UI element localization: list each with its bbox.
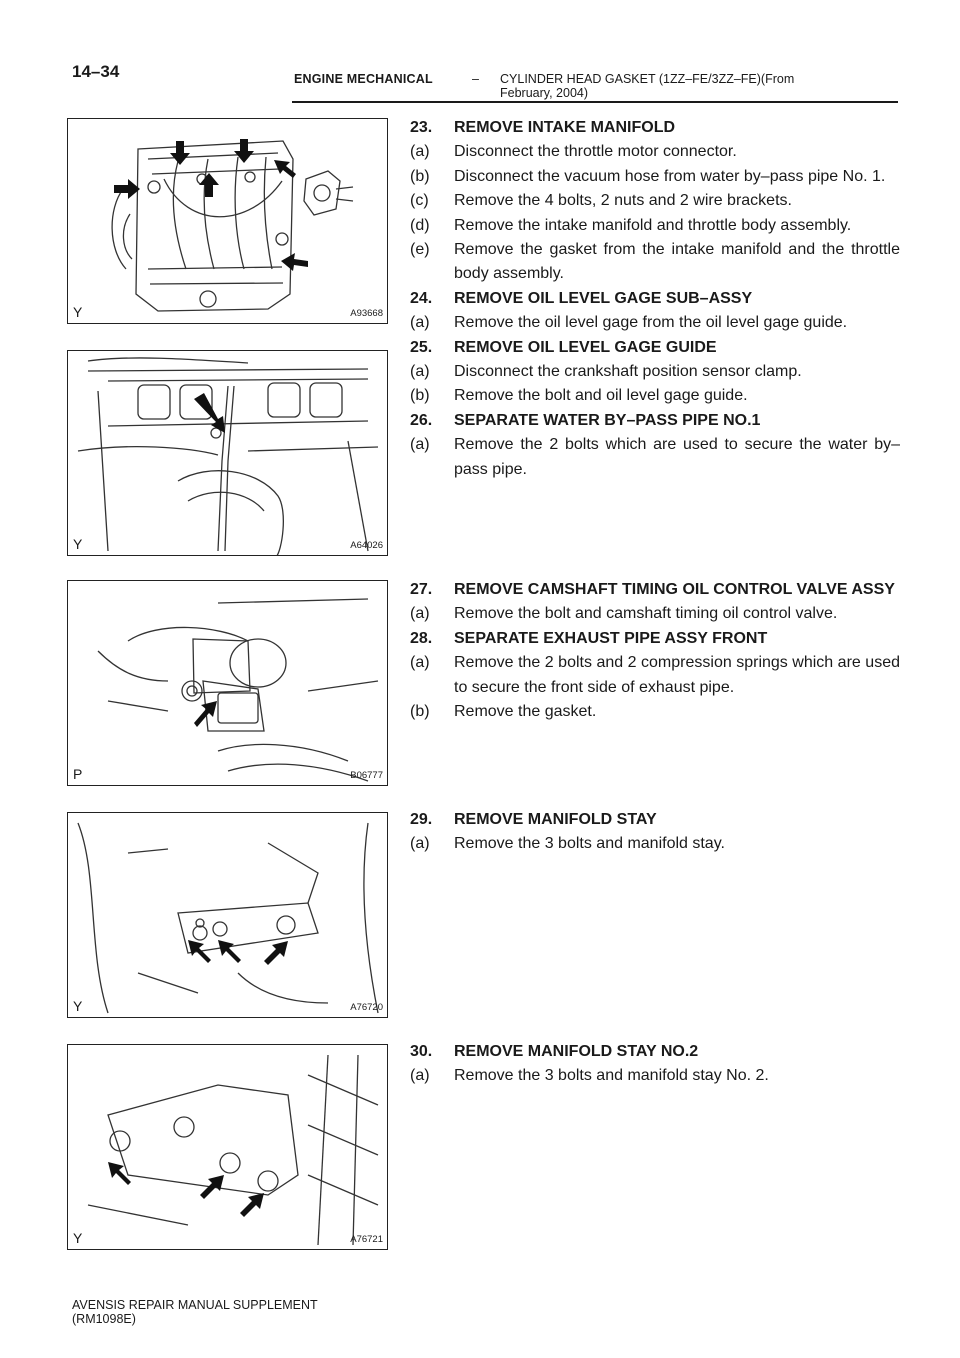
steps-group-27-28 xyxy=(410,578,900,724)
sub-step-text: Remove the intake manifold and throttle body assembly. xyxy=(454,216,852,234)
sub-step xyxy=(410,651,900,700)
figure-manifold-stay xyxy=(67,812,388,1018)
sub-step-letter: (a) xyxy=(410,835,430,853)
sub-step xyxy=(410,214,900,238)
sub-step xyxy=(410,165,900,189)
oil-control-valve-illustration xyxy=(68,581,388,786)
sub-step xyxy=(410,384,900,408)
sub-step-letter: (b) xyxy=(410,387,430,405)
step-title xyxy=(410,627,900,651)
sub-step-text: Remove the 2 bolts which are used to secure the water by–pass pipe. xyxy=(454,436,900,478)
sub-step-letter: (a) xyxy=(410,654,430,672)
header-rule xyxy=(292,101,898,103)
sub-step-text: Disconnect the vacuum hose from water by–pass pipe No. 1. xyxy=(454,167,886,185)
sub-step xyxy=(410,238,900,287)
figure-code: B06777 xyxy=(350,770,383,781)
figure-intake-manifold xyxy=(67,118,388,324)
step-text: REMOVE MANIFOLD STAY xyxy=(454,811,657,828)
figure-code: A64026 xyxy=(350,540,383,551)
step-number: 30. xyxy=(410,1043,433,1060)
sub-step-letter: (c) xyxy=(410,192,429,210)
section-title-line-1: CYLINDER HEAD GASKET (1ZZ–FE/3ZZ–FE)(From xyxy=(500,72,795,86)
sub-step-text: Disconnect the throttle motor connector. xyxy=(454,143,737,161)
steps-group-29 xyxy=(410,808,900,857)
sub-step-text: Remove the bolt and oil level gage guide. xyxy=(454,387,748,405)
sub-step-text: Remove the bolt and camshaft timing oil control valve. xyxy=(454,605,838,623)
sub-step xyxy=(410,1064,900,1088)
sub-step xyxy=(410,700,900,724)
footer-manual-code: (RM1098E) xyxy=(72,1312,136,1326)
sub-step xyxy=(410,433,900,482)
sub-step-text: Disconnect the crankshaft position sensor clamp. xyxy=(454,363,802,381)
sub-step-text: Remove the gasket. xyxy=(454,703,597,721)
sub-step-letter: (a) xyxy=(410,436,430,454)
manifold-stay-no2-illustration xyxy=(68,1045,388,1250)
figure-oil-control-valve xyxy=(67,580,388,786)
manifold-stay-illustration xyxy=(68,813,388,1018)
figure-manifold-stay-no2 xyxy=(67,1044,388,1250)
sub-step-letter: (b) xyxy=(410,703,430,721)
step-title xyxy=(410,409,900,433)
figure-view-letter: Y xyxy=(73,998,83,1014)
steps-group-23-26 xyxy=(410,116,900,482)
figure-code: A76721 xyxy=(350,1234,383,1245)
step-text: REMOVE MANIFOLD STAY NO.2 xyxy=(454,1043,699,1060)
step-number: 25. xyxy=(410,338,433,356)
sub-step-text: Remove the gasket from the intake manifold and the throttle body assembly. xyxy=(454,241,900,283)
section-title-line-2: February, 2004) xyxy=(500,86,589,100)
figure-code: A93668 xyxy=(350,308,383,319)
sub-step-letter: (a) xyxy=(410,605,430,623)
sub-step-letter: (a) xyxy=(410,314,430,332)
sub-step-text: Remove the 4 bolts, 2 nuts and 2 wire brackets. xyxy=(454,192,792,210)
section-title xyxy=(500,72,830,100)
sub-step xyxy=(410,832,900,856)
sub-step-text: Remove the 2 bolts and 2 compression springs which are used to secure the front side of exhaust pipe. xyxy=(454,654,900,696)
step-number: 23. xyxy=(410,119,433,136)
sub-step-text: Remove the oil level gage from the oil level gage guide. xyxy=(454,314,848,332)
step-title xyxy=(410,1040,900,1064)
step-text: REMOVE INTAKE MANIFOLD xyxy=(454,119,676,136)
sub-step-letter: (a) xyxy=(410,1067,430,1085)
figure-view-letter: Y xyxy=(73,304,83,320)
sub-step xyxy=(410,189,900,213)
step-text: REMOVE OIL LEVEL GAGE SUB–ASSY xyxy=(454,289,753,307)
sub-step xyxy=(410,602,900,626)
footer-manual-title: AVENSIS REPAIR MANUAL SUPPLEMENT xyxy=(72,1298,318,1312)
step-number: 29. xyxy=(410,811,433,828)
step-number: 27. xyxy=(410,581,433,598)
steps-group-30 xyxy=(410,1040,900,1089)
step-title xyxy=(410,336,900,360)
sub-step xyxy=(410,360,900,384)
sub-step-text: Remove the 3 bolts and manifold stay. xyxy=(454,835,725,853)
sub-step xyxy=(410,311,900,335)
step-title xyxy=(410,287,900,311)
oil-level-gage-illustration xyxy=(68,351,388,556)
sub-step-letter: (a) xyxy=(410,363,430,381)
step-title xyxy=(410,116,900,140)
figure-view-letter: P xyxy=(73,766,83,782)
sub-step xyxy=(410,140,900,164)
figure-view-letter: Y xyxy=(73,536,83,552)
page-number: 14–34 xyxy=(72,62,120,81)
sub-step-letter: (e) xyxy=(410,241,430,259)
sub-step-text: Remove the 3 bolts and manifold stay No. 2. xyxy=(454,1067,769,1085)
step-text: SEPARATE WATER BY–PASS PIPE NO.1 xyxy=(454,411,761,429)
step-number: 28. xyxy=(410,629,433,647)
footer xyxy=(72,1298,318,1326)
figure-view-letter: Y xyxy=(73,1230,83,1246)
step-text: REMOVE CAMSHAFT TIMING OIL CONTROL VALVE ASSY xyxy=(454,581,895,598)
figure-oil-level-gage xyxy=(67,350,388,556)
step-text: SEPARATE EXHAUST PIPE ASSY FRONT xyxy=(454,629,768,647)
step-number: 24. xyxy=(410,289,433,307)
sub-step-letter: (a) xyxy=(410,143,430,161)
header-separator: – xyxy=(472,72,479,86)
sub-step-letter: (b) xyxy=(410,167,430,185)
step-number: 26. xyxy=(410,411,433,429)
sub-step-letter: (d) xyxy=(410,216,430,234)
step-title xyxy=(410,808,900,832)
figure-code: A76720 xyxy=(350,1002,383,1013)
step-title xyxy=(410,578,900,602)
chapter-title: ENGINE MECHANICAL xyxy=(294,72,433,86)
step-text: REMOVE OIL LEVEL GAGE GUIDE xyxy=(454,338,717,356)
intake-manifold-illustration xyxy=(68,119,388,324)
